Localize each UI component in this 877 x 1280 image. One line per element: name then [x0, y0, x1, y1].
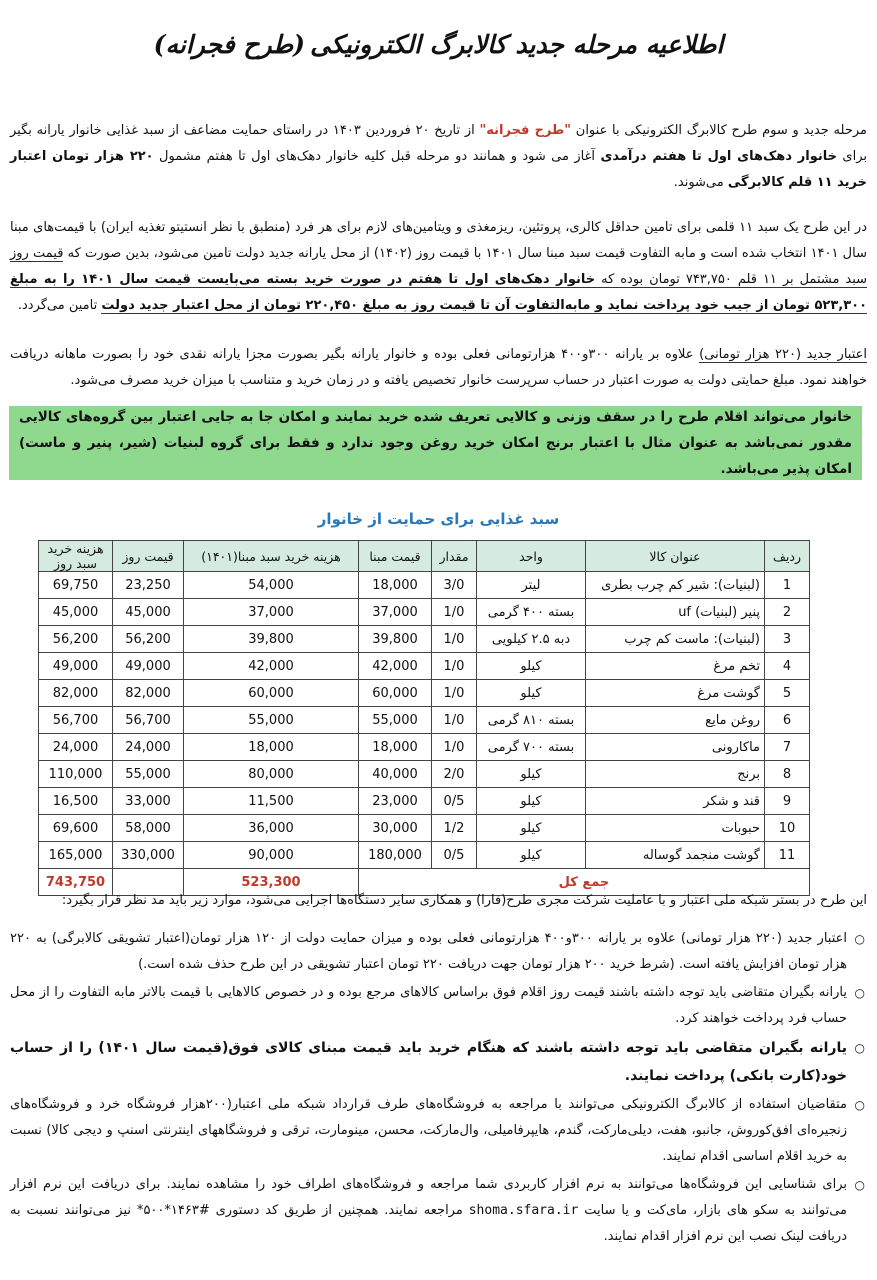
item-unit: کیلو: [477, 788, 586, 815]
day-cost: 45,000: [39, 599, 113, 626]
total-base-cost: 523,300: [184, 869, 359, 896]
para1-text-b: از تاریخ ۲۰ فروردین ۱۴۰۳ در راستای حمایت مضاعف از سبد غذایی خانوار یارانه بگیر برای: [10, 123, 867, 164]
item-quantity: 1/0: [432, 707, 477, 734]
base-cost: 42,000: [184, 653, 359, 680]
day-price: 24,000: [113, 734, 184, 761]
col-header: قیمت روز: [113, 541, 184, 572]
para1-text-d: می‌شوند.: [673, 175, 728, 190]
item-quantity: 0/5: [432, 842, 477, 869]
day-price: 49,000: [113, 653, 184, 680]
base-cost: 39,800: [184, 626, 359, 653]
website-link[interactable]: shoma.sfara.ir: [468, 1203, 579, 1218]
row-index: 5: [765, 680, 810, 707]
day-price: 82,000: [113, 680, 184, 707]
item-quantity: 1/0: [432, 734, 477, 761]
bullet-text: برای شناسایی این فروشگاه‌ها می‌توانند به نرم افزار کاربردی شما مراجعه و فروشگاه‌های اطراف خود را مشاهده نمایند. برای دریافت این نرم افزار می‌توانند به سکو های بازار، مای‌کت و یا سایت: [10, 1177, 848, 1218]
basket-table: [38, 540, 810, 896]
table-row: [39, 734, 810, 761]
day-price: 58,000: [113, 815, 184, 842]
item-name: (لبنیات): ماست کم چرب: [586, 626, 765, 653]
table-row: [39, 815, 810, 842]
row-index: 6: [765, 707, 810, 734]
row-index: 9: [765, 788, 810, 815]
plan-name: "طرح فجرانه": [479, 123, 572, 138]
day-cost: 82,000: [39, 680, 113, 707]
day-price: 23,250: [113, 572, 184, 599]
base-price: 23,000: [359, 788, 432, 815]
item-name: روغن مایع: [586, 707, 765, 734]
bullet-text: یارانه بگیران متقاضی باید توجه داشته باشند که هنگام خرید باید قیمت مبنای کالای فوق(قیمت سال ۱۴۰۱) را از حساب خود(کارت بانکی) پرداخت نمایند.: [10, 1040, 847, 1084]
table-row: [39, 842, 810, 869]
bullet-icon: ○: [854, 986, 865, 1000]
table-row: [39, 761, 810, 788]
base-cost: 11,500: [184, 788, 359, 815]
item-quantity: 1/0: [432, 653, 477, 680]
item-quantity: 3/0: [432, 572, 477, 599]
day-price: 56,200: [113, 626, 184, 653]
row-index: 10: [765, 815, 810, 842]
list-item: [10, 1172, 867, 1250]
item-name: برنج: [586, 761, 765, 788]
bullet-icon: ○: [854, 932, 865, 946]
item-name: گوشت منجمد گوساله: [586, 842, 765, 869]
total-label: جمع کل: [359, 869, 810, 896]
table-row: [39, 680, 810, 707]
row-index: 8: [765, 761, 810, 788]
para1-bold-credit: ۲۲۰ هزار تومان اعتبار خرید ۱۱ قلم کالابرگی: [10, 149, 867, 190]
base-price: 55,000: [359, 707, 432, 734]
table-header-row: [39, 541, 810, 572]
bullet-text: یارانه بگیران متقاضی باید توجه داشته باشند قیمت روز اقلام فوق براساس کالاهای مرجع بوده و در خصوص کالاهایی با قیمت بالاتر مابه التفاوت را از محل حساب فرد پرداخت خواهند کرد.: [10, 985, 847, 1026]
bullet-icon: ○: [854, 1098, 865, 1112]
day-cost: 69,600: [39, 815, 113, 842]
day-cost: 24,000: [39, 734, 113, 761]
table-row: [39, 572, 810, 599]
list-item: [10, 926, 867, 978]
item-unit: کیلو: [477, 842, 586, 869]
item-name: حبوبات: [586, 815, 765, 842]
day-cost: 16,500: [39, 788, 113, 815]
base-cost: 37,000: [184, 599, 359, 626]
base-price: 42,000: [359, 653, 432, 680]
item-quantity: 1/0: [432, 626, 477, 653]
title-sub: (طرح فجرانه): [153, 30, 306, 59]
col-header: هزینه خرید سبد روز: [39, 541, 113, 572]
table-row: [39, 599, 810, 626]
list-item: [10, 1092, 867, 1170]
table-row: [39, 788, 810, 815]
page-title: [0, 30, 877, 59]
col-header: عنوان کالا: [586, 541, 765, 572]
bullet-text: مراجعه نمایند. همچنین از طریق کد دستوری #۱۴۶۳*۵۰۰* نیز می‌توانند نسبت به دریافت لینک نصب این نرم افزار اقدام نمایند.: [10, 1203, 847, 1244]
paragraph-credit: [10, 342, 867, 394]
bullet-icon: ○: [854, 1041, 865, 1055]
paragraph-intro: [10, 118, 867, 196]
base-price: 37,000: [359, 599, 432, 626]
notice-text: خانوار می‌تواند اقلام طرح را در سقف وزنی و کالایی تعریف شده خرید نمایند و امکان جا به جایی اعتبار بین گروه‌های کالایی مقدور نمی‌باشد به عنوان مثال با اعتبار برنج امکان خرید روغن وجود ندارد و فقط برای گروه لبنیات (شیر، پنیر و ماست) امکان پذیر می‌باشد.: [19, 409, 852, 477]
day-price: 56,700: [113, 707, 184, 734]
item-unit: بسته ۴۰۰ گرمی: [477, 599, 586, 626]
list-item: [10, 1034, 867, 1090]
para2-text-a: در این طرح یک سبد ۱۱ قلمی برای تامین حداقل کالری، پروتئین، ریزمغذی و ویتامین‌های لازم برای هر فرد (منطبق با نظر انستیتو تغذیه ایران) با قیمت‌های مبنا سال ۱۴۰۱ انتخاب شده است و مابه التفاوت قیمت سبد مبنا سال ۱۴۰۱ با قیمت روز (۱۴۰۲) از محل یارانه جدید دولت تامین می‌شود، بدین صورت که: [10, 220, 867, 261]
row-index: 7: [765, 734, 810, 761]
table-row: [39, 626, 810, 653]
col-header: ردیف: [765, 541, 810, 572]
bullet-text: متقاضیان استفاده از کالابرگ الکترونیکی می‌توانند با مراجعه به فروشگاه‌های طرف قرارداد شبکه ملی اعتبار(۲۰۰هزار فروشگاه خرد و فروشگاه‌های زنجیره‌ای افق‌کوروش، جانبو، هفت، دیلی‌مارکت، گندم، هایپرفامیلی، وال‌مارکت، محسن، مینومارت، ترقی و فروشگاههای اینترنتی اسنپ و دیجی کالا) نسبت به خرید اقلام اساسی اقدام نمایند.: [10, 1097, 848, 1164]
day-cost: 56,200: [39, 626, 113, 653]
item-unit: کیلو: [477, 815, 586, 842]
table-title: سبد غذایی برای حمایت از خانوار: [317, 510, 560, 528]
col-header: مقدار: [432, 541, 477, 572]
item-unit: دبه ۲.۵ کیلویی: [477, 626, 586, 653]
day-price: 330,000: [113, 842, 184, 869]
item-unit: کیلو: [477, 680, 586, 707]
paragraph-basket: [10, 215, 867, 319]
para2-text-b: تامین می‌گردد.: [17, 298, 102, 313]
col-header: قیمت مبنا: [359, 541, 432, 572]
bullet-text: اعتبار جدید (۲۲۰ هزار تومانی) علاوه بر یارانه ۳۰۰و۴۰۰ هزارتومانی فعلی بوده و میزان حمایت دولت از ۱۲۰ هزار تومان(اعتبار تشویقی کالابرگی) به ۲۲۰ هزار تومان افزایش یافته است. (شرط خرید ۲۰۰ هزار تومان جهت دریافت ۲۲۰ تومان اعتبار تشویقی در این طرح حذف شده است.): [10, 931, 848, 972]
base-cost: 80,000: [184, 761, 359, 788]
para3-underlined: اعتبار جدید (۲۲۰ هزار تومانی): [699, 347, 868, 362]
row-index: 3: [765, 626, 810, 653]
day-cost: 49,000: [39, 653, 113, 680]
conditions-list: [10, 926, 867, 1252]
item-quantity: 1/2: [432, 815, 477, 842]
base-price: 30,000: [359, 815, 432, 842]
item-name: تخم مرغ: [586, 653, 765, 680]
total-day-cost: 743,750: [39, 869, 113, 896]
item-name: قند و شکر: [586, 788, 765, 815]
base-cost: 54,000: [184, 572, 359, 599]
base-price: 60,000: [359, 680, 432, 707]
day-cost: 165,000: [39, 842, 113, 869]
col-header: واحد: [477, 541, 586, 572]
para2-underlined: قیمت روز سبد مشتمل بر ۱۱ قلم ۷۴۳,۷۵۰ تومان بوده که: [10, 246, 868, 287]
base-price: 18,000: [359, 572, 432, 599]
notice-box: [9, 406, 862, 480]
base-cost: 90,000: [184, 842, 359, 869]
base-price: 39,800: [359, 626, 432, 653]
day-cost: 110,000: [39, 761, 113, 788]
day-cost: 56,700: [39, 707, 113, 734]
base-cost: 55,000: [184, 707, 359, 734]
day-price: 45,000: [113, 599, 184, 626]
row-index: 2: [765, 599, 810, 626]
item-name: پنیر (لبنیات) uf: [586, 599, 765, 626]
base-cost: 36,000: [184, 815, 359, 842]
base-price: 40,000: [359, 761, 432, 788]
table-row: [39, 653, 810, 680]
para1-text-a: مرحله جدید و سوم طرح کالابرگ الکترونیکی با عنوان: [571, 123, 868, 138]
conditions-intro: این طرح در بستر شبکه ملی اعتبار و با عاملیت شرکت مجری طرح(فارا) و همکاری سایر دستگاه‌ها اجرایی می‌شود، موارد زیر باید مد نظر قرار بگیرد:: [61, 893, 867, 908]
para2-bold: خانوار دهک‌های اول تا هفتم در صورت خرید بسته می‌بایست قیمت سال ۱۴۰۱ را به مبلغ ۵۲۳,۳۰۰ تومان از جیب خود پرداخت نماید و مابه‌التفاوت آن تا قیمت روز به مبلغ ۲۲۰,۴۵۰ تومان از محل اعتبار جدید دولت: [10, 272, 867, 313]
base-cost: 60,000: [184, 680, 359, 707]
para1-bold-deciles: خانوار دهک‌های اول تا هفتم درآمدی: [600, 149, 838, 164]
item-unit: بسته ۷۰۰ گرمی: [477, 734, 586, 761]
title-main: اطلاعیه مرحله جدید کالابرگ الکترونیکی: [310, 30, 724, 59]
base-cost: 18,000: [184, 734, 359, 761]
day-price: 33,000: [113, 788, 184, 815]
item-name: ماکارونی: [586, 734, 765, 761]
day-cost: 69,750: [39, 572, 113, 599]
row-index: 4: [765, 653, 810, 680]
item-unit: کیلو: [477, 761, 586, 788]
item-quantity: 2/0: [432, 761, 477, 788]
item-unit: کیلو: [477, 653, 586, 680]
para1-text-c: آغاز می شود و همانند دو مرحله قبل کلیه خانوار دهک‌های اول تا هفتم مشمول: [153, 149, 601, 164]
table-row: [39, 707, 810, 734]
base-price: 180,000: [359, 842, 432, 869]
col-header: هزینه خرید سبد مبنا(۱۴۰۱): [184, 541, 359, 572]
item-quantity: 0/5: [432, 788, 477, 815]
item-quantity: 1/0: [432, 599, 477, 626]
row-index: 11: [765, 842, 810, 869]
base-price: 18,000: [359, 734, 432, 761]
list-item: [10, 980, 867, 1032]
day-price: 55,000: [113, 761, 184, 788]
item-name: (لبنیات): شیر کم چرب بطری: [586, 572, 765, 599]
item-unit: بسته ۸۱۰ گرمی: [477, 707, 586, 734]
item-unit: لیتر: [477, 572, 586, 599]
row-index: 1: [765, 572, 810, 599]
item-name: گوشت مرغ: [586, 680, 765, 707]
item-quantity: 1/0: [432, 680, 477, 707]
bullet-icon: ○: [854, 1178, 865, 1192]
para3-text: علاوه بر یارانه ۳۰۰و۴۰۰ هزارتومانی فعلی بوده و خانوار یارانه بگیر بصورت مجزا یارانه نقدی خود را بصورت ماهانه دریافت خواهند نمود. مبلغ حمایتی دولت به صورت اعتبار در حساب سرپرست خانوار تخصیص یافته و در زمان خرید و متناسب با میزان خرید مصرف می‌شود.: [10, 347, 867, 388]
